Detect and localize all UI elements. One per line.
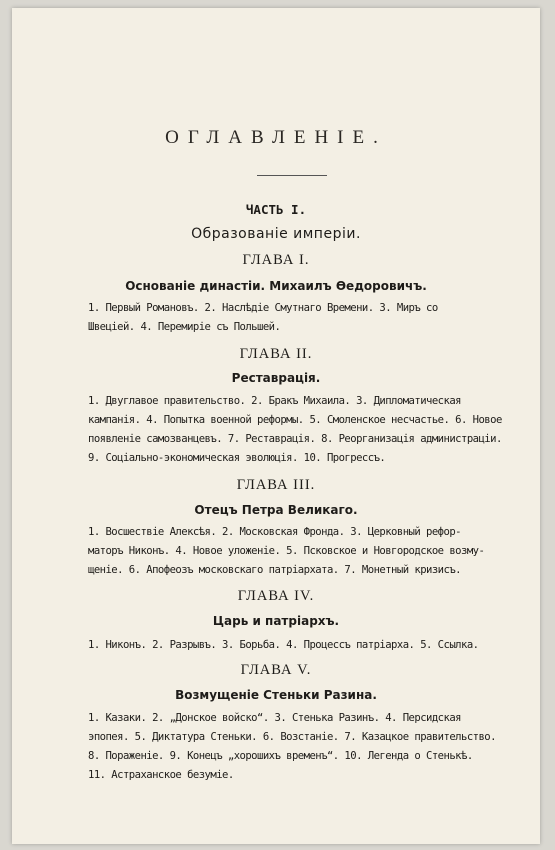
divider xyxy=(257,175,327,176)
part-label: ЧАСТЬ I. xyxy=(245,202,307,217)
chapter-label: ГЛАВА I. xyxy=(242,252,310,268)
chapter-title: Основаніе династіи. Михаилъ Ѳедоровичъ. xyxy=(125,279,427,293)
contents-line: 8. Пораженіе. 9. Конецъ „хорошихъ временъ“. 10. Легенда о Стенькѣ. xyxy=(88,750,473,762)
chapter-contents xyxy=(88,523,516,580)
contents-line: 9. Соціально-экономическая эволюція. 10. Прогрессъ. xyxy=(88,452,386,464)
contents-line: маторъ Никонъ. 4. Новое уложеніе. 5. Псковское и Новгородское возму- xyxy=(88,545,485,557)
contents-line: появленіе самозванцевъ. 7. Реставрація. 8. Реорганизація администраціи. xyxy=(88,433,502,445)
chapter-label: ГЛАВА II. xyxy=(239,346,313,362)
chapter-title: Возмущеніе Стеньки Разина. xyxy=(175,688,377,702)
contents-line: 1. Казаки. 2. „Донское войско“. 3. Стенька Разинъ. 4. Персидская xyxy=(88,712,461,724)
chapter-contents xyxy=(88,392,516,468)
contents-line: 1. Первый Романовъ. 2. Наслѣдіе Смутнаго Времени. 3. Миръ со xyxy=(88,302,438,314)
page-heading: ОГЛАВЛЕНІЕ. xyxy=(165,127,387,148)
chapter-label: ГЛАВА IV. xyxy=(237,588,315,604)
chapter-title: Царь и патріархъ. xyxy=(212,614,340,628)
contents-line: кампанія. 4. Попытка военной реформы. 5. Смоленское несчастье. 6. Новое xyxy=(88,414,502,426)
chapter-contents xyxy=(88,299,516,337)
chapter-title: Реставрація. xyxy=(231,371,321,385)
part-title: Образованіе имперіи. xyxy=(191,226,361,242)
chapter-contents xyxy=(88,636,516,655)
chapter-label: ГЛАВА III. xyxy=(236,477,316,493)
chapter-contents xyxy=(88,709,516,785)
contents-line: эпопея. 5. Диктатура Стеньки. 6. Возстаніе. 7. Казацкое правительство. xyxy=(88,731,496,743)
book-page xyxy=(12,8,540,844)
contents-line: 1. Восшествіе Алексѣя. 2. Московская Фронда. 3. Церковный рефор- xyxy=(88,526,461,538)
contents-line: 1. Никонъ. 2. Разрывъ. 3. Борьба. 4. Процессъ патріарха. 5. Ссылка. xyxy=(88,639,479,651)
contents-line: 1. Двуглавое правительство. 2. Бракъ Михаила. 3. Дипломатическая xyxy=(88,395,461,407)
contents-line: щеніе. 6. Апофеозъ московскаго патріархата. 7. Монетный кризисъ. xyxy=(88,564,461,576)
contents-line: 11. Астраханское безуміе. xyxy=(88,769,234,781)
chapter-label: ГЛАВА V. xyxy=(240,662,312,678)
chapter-title: Отецъ Петра Великаго. xyxy=(194,503,358,517)
contents-line: Швеціей. 4. Перемиріе съ Польшей. xyxy=(88,321,281,333)
